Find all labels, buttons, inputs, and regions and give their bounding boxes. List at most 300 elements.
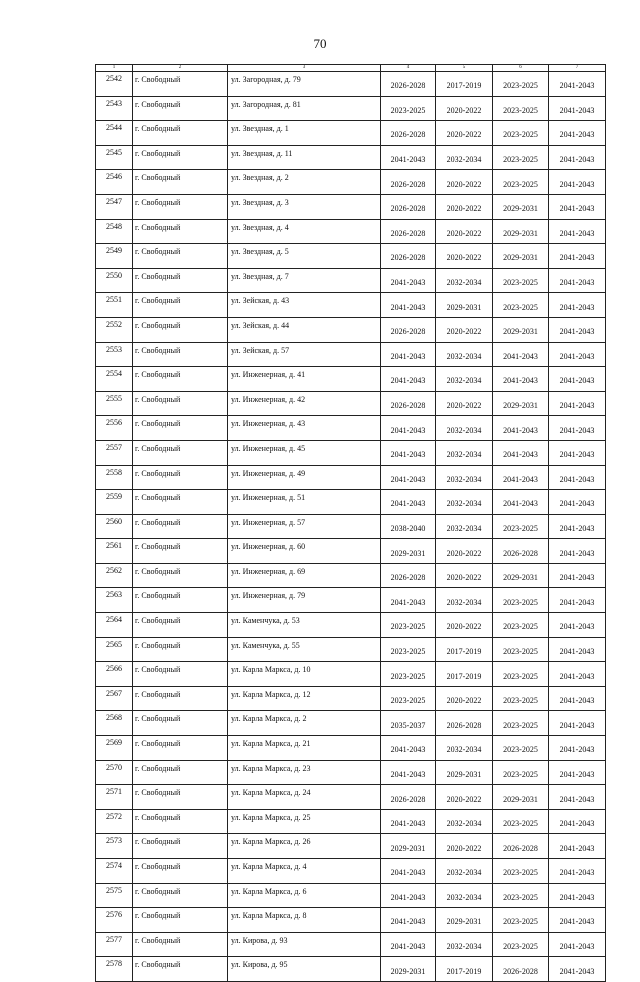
table-row <box>96 145 606 170</box>
row-number-cell: 2556 <box>96 416 133 441</box>
row-number-cell: 2572 <box>96 809 133 834</box>
period-cell-col5: 2032-2034 <box>436 736 493 761</box>
city-cell: г. Свободный <box>133 539 228 564</box>
city-cell: г. Свободный <box>133 637 228 662</box>
city-cell: г. Свободный <box>133 244 228 269</box>
address-cell: ул. Инженерная, д. 57 <box>228 514 381 539</box>
address-cell: ул. Звездная, д. 3 <box>228 194 381 219</box>
period-cell-col6: 2023-2025 <box>493 145 549 170</box>
period-cell-col7: 2041-2043 <box>549 391 606 416</box>
city-cell: г. Свободный <box>133 268 228 293</box>
column-header-1: 1 <box>96 65 133 72</box>
address-cell: ул. Карла Маркса, д. 26 <box>228 834 381 859</box>
period-cell-col5: 2032-2034 <box>436 809 493 834</box>
table-row <box>96 539 606 564</box>
period-cell-col4: 2041-2043 <box>381 908 436 933</box>
period-cell-col6: 2023-2025 <box>493 686 549 711</box>
address-cell: ул. Карла Маркса, д. 4 <box>228 859 381 884</box>
row-number-cell: 2542 <box>96 72 133 97</box>
row-number-cell: 2546 <box>96 170 133 195</box>
period-cell-col6: 2023-2025 <box>493 514 549 539</box>
city-cell: г. Свободный <box>133 367 228 392</box>
period-cell-col4: 2026-2028 <box>381 72 436 97</box>
period-cell-col7: 2041-2043 <box>549 145 606 170</box>
period-cell-col6: 2029-2031 <box>493 391 549 416</box>
table-row <box>96 809 606 834</box>
period-cell-col7: 2041-2043 <box>549 588 606 613</box>
period-cell-col5: 2032-2034 <box>436 932 493 957</box>
city-cell: г. Свободный <box>133 465 228 490</box>
city-cell: г. Свободный <box>133 932 228 957</box>
address-cell: ул. Карла Маркса, д. 8 <box>228 908 381 933</box>
column-header-5: 5 <box>436 65 493 72</box>
address-cell: ул. Кирова, д. 93 <box>228 932 381 957</box>
period-cell-col6: 2023-2025 <box>493 859 549 884</box>
period-cell-col4: 2038-2040 <box>381 514 436 539</box>
period-cell-col4: 2029-2031 <box>381 834 436 859</box>
table-row <box>96 490 606 515</box>
row-number-cell: 2554 <box>96 367 133 392</box>
column-header-3: 3 <box>228 65 381 72</box>
table-row <box>96 760 606 785</box>
period-cell-col7: 2041-2043 <box>549 121 606 146</box>
table-row <box>96 170 606 195</box>
city-cell: г. Свободный <box>133 145 228 170</box>
period-cell-col5: 2026-2028 <box>436 711 493 736</box>
address-cell: ул. Инженерная, д. 41 <box>228 367 381 392</box>
address-cell: ул. Инженерная, д. 51 <box>228 490 381 515</box>
row-number-cell: 2564 <box>96 613 133 638</box>
column-header-4: 4 <box>381 65 436 72</box>
row-number-cell: 2558 <box>96 465 133 490</box>
period-cell-col4: 2026-2028 <box>381 317 436 342</box>
city-cell: г. Свободный <box>133 96 228 121</box>
period-cell-col7: 2041-2043 <box>549 268 606 293</box>
period-cell-col5: 2029-2031 <box>436 908 493 933</box>
period-cell-col6: 2023-2025 <box>493 637 549 662</box>
city-cell: г. Свободный <box>133 563 228 588</box>
row-number-cell: 2562 <box>96 563 133 588</box>
row-number-cell: 2555 <box>96 391 133 416</box>
table-row <box>96 268 606 293</box>
row-number-cell: 2553 <box>96 342 133 367</box>
address-cell: ул. Карла Маркса, д. 12 <box>228 686 381 711</box>
period-cell-col6: 2029-2031 <box>493 785 549 810</box>
city-cell: г. Свободный <box>133 736 228 761</box>
table-body <box>96 72 606 982</box>
period-cell-col5: 2020-2022 <box>436 834 493 859</box>
period-cell-col7: 2041-2043 <box>549 785 606 810</box>
period-cell-col7: 2041-2043 <box>549 908 606 933</box>
period-cell-col5: 2032-2034 <box>436 367 493 392</box>
address-cell: ул. Карла Маркса, д. 2 <box>228 711 381 736</box>
period-cell-col6: 2023-2025 <box>493 760 549 785</box>
address-cell: ул. Карла Маркса, д. 10 <box>228 662 381 687</box>
period-cell-col5: 2032-2034 <box>436 490 493 515</box>
row-number-cell: 2560 <box>96 514 133 539</box>
city-cell: г. Свободный <box>133 957 228 982</box>
period-cell-col5: 2032-2034 <box>436 465 493 490</box>
schedule-table-container <box>95 64 605 982</box>
period-cell-col7: 2041-2043 <box>549 293 606 318</box>
period-cell-col4: 2026-2028 <box>381 194 436 219</box>
period-cell-col7: 2041-2043 <box>549 637 606 662</box>
period-cell-col4: 2041-2043 <box>381 342 436 367</box>
address-cell: ул. Звездная, д. 4 <box>228 219 381 244</box>
period-cell-col4: 2041-2043 <box>381 440 436 465</box>
table-row <box>96 662 606 687</box>
city-cell: г. Свободный <box>133 342 228 367</box>
period-cell-col6: 2023-2025 <box>493 736 549 761</box>
period-cell-col4: 2041-2043 <box>381 736 436 761</box>
address-cell: ул. Карла Маркса, д. 25 <box>228 809 381 834</box>
address-cell: ул. Инженерная, д. 69 <box>228 563 381 588</box>
period-cell-col5: 2032-2034 <box>436 859 493 884</box>
period-cell-col5: 2032-2034 <box>436 588 493 613</box>
period-cell-col7: 2041-2043 <box>549 711 606 736</box>
period-cell-col7: 2041-2043 <box>549 514 606 539</box>
address-cell: ул. Инженерная, д. 79 <box>228 588 381 613</box>
row-number-cell: 2574 <box>96 859 133 884</box>
city-cell: г. Свободный <box>133 785 228 810</box>
address-cell: ул. Инженерная, д. 43 <box>228 416 381 441</box>
city-cell: г. Свободный <box>133 711 228 736</box>
table-row <box>96 859 606 884</box>
city-cell: г. Свободный <box>133 317 228 342</box>
period-cell-col5: 2020-2022 <box>436 96 493 121</box>
period-cell-col6: 2026-2028 <box>493 539 549 564</box>
period-cell-col5: 2020-2022 <box>436 244 493 269</box>
period-cell-col7: 2041-2043 <box>549 859 606 884</box>
address-cell: ул. Звездная, д. 2 <box>228 170 381 195</box>
table-row <box>96 613 606 638</box>
table-row <box>96 342 606 367</box>
address-cell: ул. Кирова, д. 95 <box>228 957 381 982</box>
row-number-cell: 2549 <box>96 244 133 269</box>
city-cell: г. Свободный <box>133 686 228 711</box>
period-cell-col6: 2023-2025 <box>493 268 549 293</box>
period-cell-col4: 2041-2043 <box>381 293 436 318</box>
period-cell-col7: 2041-2043 <box>549 170 606 195</box>
row-number-cell: 2561 <box>96 539 133 564</box>
row-number-cell: 2577 <box>96 932 133 957</box>
period-cell-col5: 2020-2022 <box>436 170 493 195</box>
period-cell-col5: 2020-2022 <box>436 194 493 219</box>
period-cell-col4: 2023-2025 <box>381 686 436 711</box>
city-cell: г. Свободный <box>133 416 228 441</box>
row-number-cell: 2565 <box>96 637 133 662</box>
row-number-cell: 2547 <box>96 194 133 219</box>
period-cell-col6: 2029-2031 <box>493 219 549 244</box>
row-number-cell: 2552 <box>96 317 133 342</box>
table-row <box>96 637 606 662</box>
city-cell: г. Свободный <box>133 760 228 785</box>
period-cell-col4: 2023-2025 <box>381 637 436 662</box>
city-cell: г. Свободный <box>133 588 228 613</box>
table-row <box>96 736 606 761</box>
period-cell-col6: 2041-2043 <box>493 367 549 392</box>
page-number: 70 <box>313 36 327 51</box>
period-cell-col7: 2041-2043 <box>549 613 606 638</box>
address-cell: ул. Загородная, д. 79 <box>228 72 381 97</box>
address-cell: ул. Инженерная, д. 42 <box>228 391 381 416</box>
period-cell-col5: 2020-2022 <box>436 563 493 588</box>
table-row <box>96 391 606 416</box>
period-cell-col6: 2023-2025 <box>493 613 549 638</box>
period-cell-col5: 2029-2031 <box>436 293 493 318</box>
address-cell: ул. Карла Маркса, д. 6 <box>228 883 381 908</box>
period-cell-col6: 2023-2025 <box>493 908 549 933</box>
period-cell-col7: 2041-2043 <box>549 465 606 490</box>
row-number-cell: 2576 <box>96 908 133 933</box>
city-cell: г. Свободный <box>133 809 228 834</box>
table-row <box>96 514 606 539</box>
period-cell-col4: 2026-2028 <box>381 219 436 244</box>
city-cell: г. Свободный <box>133 662 228 687</box>
row-number-cell: 2571 <box>96 785 133 810</box>
period-cell-col4: 2041-2043 <box>381 760 436 785</box>
row-number-cell: 2567 <box>96 686 133 711</box>
table-row <box>96 834 606 859</box>
table-row <box>96 219 606 244</box>
period-cell-col6: 2023-2025 <box>493 662 549 687</box>
table-row <box>96 686 606 711</box>
address-cell: ул. Инженерная, д. 60 <box>228 539 381 564</box>
period-cell-col6: 2029-2031 <box>493 244 549 269</box>
period-cell-col7: 2041-2043 <box>549 834 606 859</box>
row-number-cell: 2573 <box>96 834 133 859</box>
period-cell-col4: 2026-2028 <box>381 170 436 195</box>
row-number-cell: 2550 <box>96 268 133 293</box>
table-row <box>96 367 606 392</box>
table-row <box>96 72 606 97</box>
city-cell: г. Свободный <box>133 514 228 539</box>
period-cell-col7: 2041-2043 <box>549 416 606 441</box>
city-cell: г. Свободный <box>133 883 228 908</box>
period-cell-col6: 2041-2043 <box>493 440 549 465</box>
period-cell-col4: 2029-2031 <box>381 957 436 982</box>
period-cell-col4: 2026-2028 <box>381 563 436 588</box>
period-cell-col5: 2032-2034 <box>436 416 493 441</box>
city-cell: г. Свободный <box>133 391 228 416</box>
table-row <box>96 293 606 318</box>
period-cell-col5: 2020-2022 <box>436 121 493 146</box>
table-row <box>96 932 606 957</box>
address-cell: ул. Инженерная, д. 49 <box>228 465 381 490</box>
period-cell-col7: 2041-2043 <box>549 219 606 244</box>
period-cell-col6: 2026-2028 <box>493 957 549 982</box>
period-cell-col4: 2041-2043 <box>381 883 436 908</box>
row-number-cell: 2568 <box>96 711 133 736</box>
row-number-cell: 2566 <box>96 662 133 687</box>
address-cell: ул. Звездная, д. 7 <box>228 268 381 293</box>
row-number-cell: 2545 <box>96 145 133 170</box>
row-number-cell: 2548 <box>96 219 133 244</box>
period-cell-col4: 2041-2043 <box>381 932 436 957</box>
schedule-table <box>95 64 606 982</box>
column-header-7: 7 <box>549 65 606 72</box>
period-cell-col5: 2032-2034 <box>436 440 493 465</box>
city-cell: г. Свободный <box>133 293 228 318</box>
table-row <box>96 711 606 736</box>
row-number-cell: 2575 <box>96 883 133 908</box>
period-cell-col7: 2041-2043 <box>549 686 606 711</box>
table-row <box>96 317 606 342</box>
table-row <box>96 957 606 982</box>
period-cell-col4: 2041-2043 <box>381 416 436 441</box>
table-row <box>96 440 606 465</box>
column-header-6: 6 <box>493 65 549 72</box>
period-cell-col5: 2017-2019 <box>436 637 493 662</box>
period-cell-col6: 2029-2031 <box>493 317 549 342</box>
table-row <box>96 416 606 441</box>
address-cell: ул. Инженерная, д. 45 <box>228 440 381 465</box>
period-cell-col7: 2041-2043 <box>549 490 606 515</box>
period-cell-col6: 2023-2025 <box>493 883 549 908</box>
period-cell-col4: 2041-2043 <box>381 367 436 392</box>
period-cell-col4: 2023-2025 <box>381 96 436 121</box>
period-cell-col6: 2041-2043 <box>493 416 549 441</box>
period-cell-col7: 2041-2043 <box>549 244 606 269</box>
table-row <box>96 465 606 490</box>
table-row <box>96 883 606 908</box>
period-cell-col7: 2041-2043 <box>549 539 606 564</box>
period-cell-col4: 2026-2028 <box>381 244 436 269</box>
period-cell-col7: 2041-2043 <box>549 367 606 392</box>
period-cell-col4: 2023-2025 <box>381 613 436 638</box>
period-cell-col7: 2041-2043 <box>549 662 606 687</box>
period-cell-col7: 2041-2043 <box>549 736 606 761</box>
period-cell-col6: 2023-2025 <box>493 293 549 318</box>
period-cell-col6: 2029-2031 <box>493 563 549 588</box>
period-cell-col6: 2041-2043 <box>493 465 549 490</box>
table-row <box>96 194 606 219</box>
city-cell: г. Свободный <box>133 908 228 933</box>
period-cell-col7: 2041-2043 <box>549 96 606 121</box>
address-cell: ул. Карла Маркса, д. 24 <box>228 785 381 810</box>
period-cell-col4: 2026-2028 <box>381 391 436 416</box>
period-cell-col4: 2041-2043 <box>381 859 436 884</box>
period-cell-col7: 2041-2043 <box>549 342 606 367</box>
period-cell-col6: 2041-2043 <box>493 342 549 367</box>
address-cell: ул. Зейская, д. 43 <box>228 293 381 318</box>
row-number-cell: 2543 <box>96 96 133 121</box>
city-cell: г. Свободный <box>133 219 228 244</box>
period-cell-col4: 2023-2025 <box>381 662 436 687</box>
period-cell-col5: 2032-2034 <box>436 514 493 539</box>
period-cell-col6: 2023-2025 <box>493 121 549 146</box>
period-cell-col6: 2029-2031 <box>493 194 549 219</box>
address-cell: ул. Загородная, д. 81 <box>228 96 381 121</box>
table-row <box>96 785 606 810</box>
period-cell-col4: 2026-2028 <box>381 785 436 810</box>
period-cell-col5: 2029-2031 <box>436 760 493 785</box>
row-number-cell: 2551 <box>96 293 133 318</box>
city-cell: г. Свободный <box>133 194 228 219</box>
period-cell-col4: 2041-2043 <box>381 145 436 170</box>
period-cell-col7: 2041-2043 <box>549 194 606 219</box>
table-row <box>96 121 606 146</box>
period-cell-col5: 2020-2022 <box>436 539 493 564</box>
period-cell-col7: 2041-2043 <box>549 760 606 785</box>
city-cell: г. Свободный <box>133 490 228 515</box>
column-header-2: 2 <box>133 65 228 72</box>
period-cell-col7: 2041-2043 <box>549 563 606 588</box>
city-cell: г. Свободный <box>133 170 228 195</box>
period-cell-col7: 2041-2043 <box>549 883 606 908</box>
city-cell: г. Свободный <box>133 859 228 884</box>
address-cell: ул. Каменчука, д. 53 <box>228 613 381 638</box>
period-cell-col5: 2032-2034 <box>436 268 493 293</box>
address-cell: ул. Карла Маркса, д. 21 <box>228 736 381 761</box>
address-cell: ул. Звездная, д. 11 <box>228 145 381 170</box>
period-cell-col5: 2032-2034 <box>436 145 493 170</box>
period-cell-col6: 2023-2025 <box>493 96 549 121</box>
row-number-cell: 2544 <box>96 121 133 146</box>
period-cell-col7: 2041-2043 <box>549 957 606 982</box>
period-cell-col4: 2041-2043 <box>381 588 436 613</box>
period-cell-col7: 2041-2043 <box>549 317 606 342</box>
period-cell-col6: 2023-2025 <box>493 711 549 736</box>
period-cell-col5: 2020-2022 <box>436 785 493 810</box>
period-cell-col4: 2029-2031 <box>381 539 436 564</box>
period-cell-col6: 2023-2025 <box>493 932 549 957</box>
period-cell-col6: 2023-2025 <box>493 72 549 97</box>
period-cell-col4: 2041-2043 <box>381 809 436 834</box>
period-cell-col5: 2017-2019 <box>436 957 493 982</box>
table-row <box>96 96 606 121</box>
address-cell: ул. Каменчука, д. 55 <box>228 637 381 662</box>
column-number-header-row <box>96 65 606 72</box>
city-cell: г. Свободный <box>133 121 228 146</box>
period-cell-col7: 2041-2043 <box>549 440 606 465</box>
period-cell-col6: 2023-2025 <box>493 809 549 834</box>
city-cell: г. Свободный <box>133 440 228 465</box>
row-number-cell: 2569 <box>96 736 133 761</box>
period-cell-col5: 2020-2022 <box>436 317 493 342</box>
period-cell-col5: 2017-2019 <box>436 72 493 97</box>
address-cell: ул. Звездная, д. 5 <box>228 244 381 269</box>
period-cell-col5: 2020-2022 <box>436 391 493 416</box>
row-number-cell: 2570 <box>96 760 133 785</box>
address-cell: ул. Зейская, д. 44 <box>228 317 381 342</box>
period-cell-col5: 2017-2019 <box>436 662 493 687</box>
period-cell-col5: 2020-2022 <box>436 219 493 244</box>
table-row <box>96 588 606 613</box>
period-cell-col4: 2041-2043 <box>381 268 436 293</box>
period-cell-col7: 2041-2043 <box>549 809 606 834</box>
row-number-cell: 2557 <box>96 440 133 465</box>
row-number-cell: 2559 <box>96 490 133 515</box>
city-cell: г. Свободный <box>133 613 228 638</box>
period-cell-col5: 2032-2034 <box>436 342 493 367</box>
period-cell-col7: 2041-2043 <box>549 932 606 957</box>
period-cell-col4: 2041-2043 <box>381 465 436 490</box>
period-cell-col6: 2023-2025 <box>493 170 549 195</box>
address-cell: ул. Зейская, д. 57 <box>228 342 381 367</box>
period-cell-col5: 2032-2034 <box>436 883 493 908</box>
period-cell-col6: 2023-2025 <box>493 588 549 613</box>
period-cell-col7: 2041-2043 <box>549 72 606 97</box>
table-row <box>96 908 606 933</box>
city-cell: г. Свободный <box>133 834 228 859</box>
address-cell: ул. Звездная, д. 1 <box>228 121 381 146</box>
period-cell-col4: 2026-2028 <box>381 121 436 146</box>
table-row <box>96 244 606 269</box>
period-cell-col4: 2041-2043 <box>381 490 436 515</box>
period-cell-col5: 2020-2022 <box>436 613 493 638</box>
period-cell-col4: 2035-2037 <box>381 711 436 736</box>
